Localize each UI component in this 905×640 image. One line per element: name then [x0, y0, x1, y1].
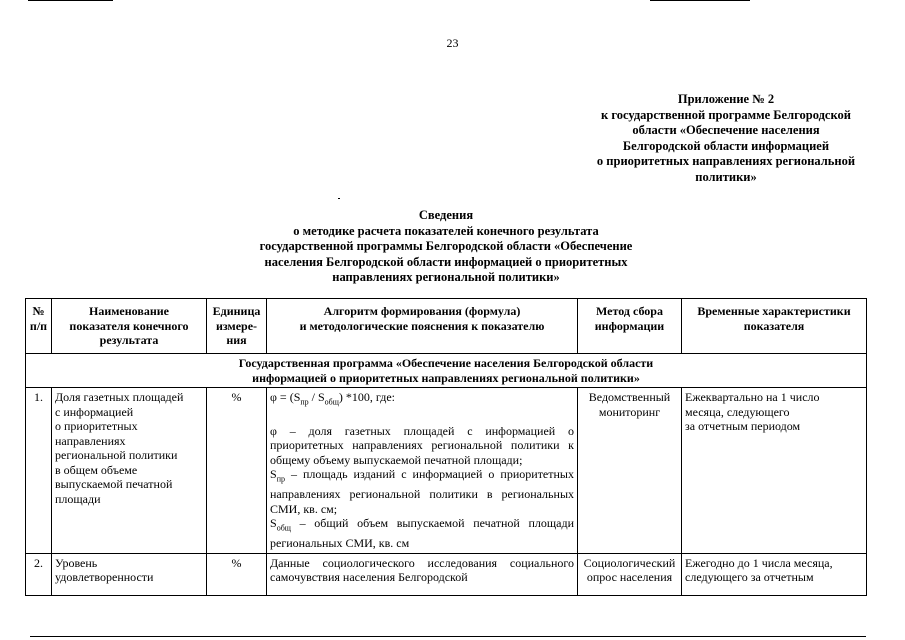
- appendix-line: политики»: [695, 169, 757, 184]
- header-method: Метод сбора информации: [578, 299, 682, 354]
- title-line: направлениях региональной политики»: [332, 270, 560, 284]
- time-characteristics: Ежеквартально на 1 число месяца, следующего за отчетным периодом: [682, 388, 867, 554]
- row-number: 2.: [26, 553, 52, 595]
- appendix-line: Белгородской области информацией: [622, 138, 830, 153]
- unit: %: [207, 553, 267, 595]
- top-edge-line-left: [28, 0, 113, 1]
- program-row: [26, 354, 867, 388]
- row-number: 1.: [26, 388, 52, 554]
- algorithm-paragraph: $S_{общ}$ – общий объем выпускаемой печатной площади региональных СМИ, кв. см: [270, 516, 574, 551]
- algorithm-paragraph: φ – доля газетных площадей с информацией о приоритетных направлениях региональной политики к общему объему выпускаемой печатной площади;: [270, 423, 574, 467]
- stray-mark: [338, 198, 340, 199]
- algorithm-paragraph: $S_{пр}$ – площадь изданий с информацией о приоритетных направлениях региональной политики в региональных СМИ, кв. см;: [270, 467, 574, 516]
- header-time: Временные характеристики показателя: [682, 299, 867, 354]
- algorithm: [267, 388, 578, 554]
- table-row: [26, 553, 867, 595]
- title-line: Сведения: [418, 208, 474, 222]
- top-edge-line-right: [650, 0, 750, 1]
- time-characteristics: Ежегодно до 1 числа месяца, следующего за отчетным: [682, 553, 867, 595]
- appendix-line: к государственной программе Белгородской: [601, 107, 851, 122]
- page-number: 23: [446, 36, 459, 50]
- formula: $\varphi = (S_{пр} / S_{общ})$ *100, где:: [270, 390, 395, 407]
- table-header-row: [26, 299, 867, 354]
- title-line: о методике расчета показателей конечного результата: [293, 223, 599, 238]
- program-title: Государственная программа «Обеспечение населения Белгородской области информацией о приоритетных направлениях региональной политики»: [26, 354, 867, 388]
- collection-method: Социологический опрос населения: [578, 553, 682, 595]
- table-row: [26, 388, 867, 554]
- header-name: Наименование показателя конечного результата: [52, 299, 207, 354]
- header-num: № п/п: [26, 299, 52, 354]
- appendix-line: Приложение № 2: [677, 92, 775, 106]
- document-title: [236, 208, 656, 286]
- algorithm: Данные социологического исследования социального самочувствия населения Белгородской: [267, 553, 578, 595]
- title-line: государственной программы Белгородской области «Обеспечение: [259, 239, 633, 253]
- header-algorithm: Алгоритм формирования (формула) и методологические пояснения к показателю: [267, 299, 578, 354]
- indicators-table: [25, 298, 867, 596]
- appendix-header: [578, 92, 874, 185]
- header-unit: Единица измере- ния: [207, 299, 267, 354]
- title-line: населения Белгородской области информацией о приоритетных: [264, 254, 628, 269]
- bottom-edge-line: [30, 636, 866, 637]
- indicator-name: Уровень удовлетворенности: [52, 553, 207, 595]
- appendix-line: области «Обеспечение населения: [632, 123, 820, 137]
- collection-method: Ведомственный мониторинг: [578, 388, 682, 554]
- appendix-line: о приоритетных направлениях региональной: [596, 154, 856, 168]
- unit: %: [207, 388, 267, 554]
- indicator-name: Доля газетных площадей с информацией о приоритетных направлениях региональной политики в общем объеме выпускаемой печатной площади: [52, 388, 207, 554]
